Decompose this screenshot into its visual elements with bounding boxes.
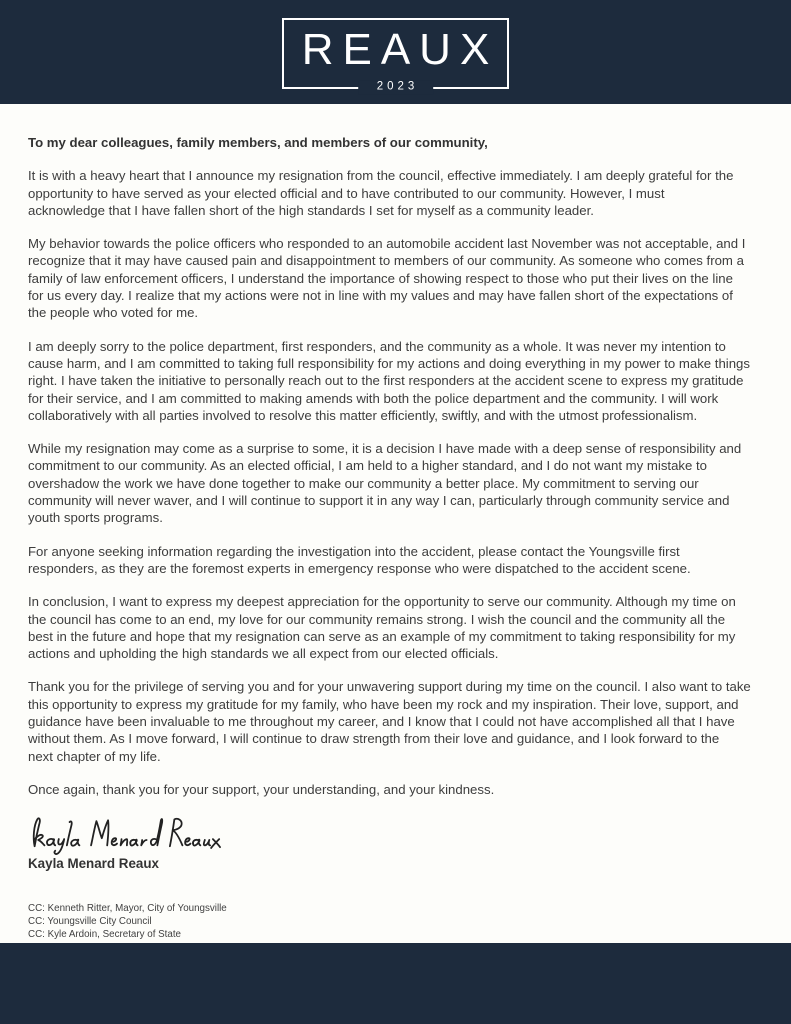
cc-line: CC: Kyle Ardoin, Secretary of State (28, 928, 182, 940)
text-line: youth sports programs. (28, 510, 163, 526)
text-line: the people who voted for me. (28, 305, 199, 321)
handwritten-signature (28, 814, 224, 857)
text-line: While my resignation may come as a surprise to some, it is a decision I have made with a deep sense of responsibility and (28, 441, 742, 457)
cc-line: CC: Youngsville City Council (28, 915, 152, 927)
paragraph (28, 543, 763, 578)
cc-block (28, 902, 763, 941)
text-line: community will never waver, and I will continue to support it in any way I can, particularly through community service and (28, 493, 730, 509)
text-line: For anyone seeking information regarding the investigation into the accident, please contact the Youngsville first (28, 543, 680, 559)
text-line: My behavior towards the police officers who responded to an automobile accident last November was not acceptable, and I (28, 236, 746, 252)
signature-block (28, 814, 763, 872)
text-line: responders, as they are the foremost experts in emergency response who were dispatched to the accident scene. (28, 560, 691, 576)
text-line: the council has come to an end, my love for our community remains strong. I wish the council and the community all the (28, 611, 726, 627)
text-line: Thank you for the privilege of serving you and for your unwavering support during my time on the council. I also want to take (28, 679, 751, 695)
letter-body (0, 104, 791, 941)
text-line: right. I have taken the initiative to personally reach out to the first responders at the accident scene to express my gratitude (28, 373, 744, 389)
text-line: Once again, thank you for your support, your understanding, and your kindness. (28, 781, 495, 797)
letterhead (0, 0, 791, 104)
text-line: next chapter of my life. (28, 748, 161, 764)
typed-name: Kayla Menard Reaux (28, 856, 159, 872)
text-line: collaboratively with all parties involved to resolve this matter efficiently, swiftly, and with the utmost professionalism. (28, 407, 698, 423)
text-line: this opportunity to express my gratitude for my family, who have been my rock and my inspiration. Their love, support, and (28, 696, 739, 712)
logo-brand-text: REAUX (301, 25, 499, 74)
reaux-logo (282, 18, 509, 93)
text-line: for us every day. I realize that my actions were not in line with my values and may have fallen short of the expectations of (28, 288, 733, 304)
text-line: family of law enforcement officers, I understand the importance of showing respect to those who put their lives on the line (28, 270, 733, 286)
text-line: In conclusion, I want to express my deepest appreciation for the opportunity to serve our community. Although my time on (28, 594, 736, 610)
paragraph (28, 338, 763, 424)
text-line: best in the future and hope that my resignation can serve as an example of my commitment to taking responsibility for my (28, 628, 736, 644)
paragraph (28, 235, 763, 321)
text-line: I am deeply sorry to the police department, first responders, and the community as a whole. It was never my intention to (28, 338, 726, 354)
cc-line: CC: Kenneth Ritter, Mayor, City of Youngsville (28, 902, 227, 914)
text-line: overshadow the work we have done together to make our community a better place. My commitment to serving our (28, 475, 699, 491)
text-line: acknowledge that I have fallen short of the high standards I set for myself as a community leader. (28, 202, 594, 218)
text-line: guidance have been invaluable to me throughout my career, and I know that I could not have accomplished all that I have (28, 714, 735, 730)
text-line: cause harm, and I am committed to taking full responsibility for my actions and doing everything in my power to make things (28, 355, 750, 371)
text-line: without them. As I move forward, I will continue to draw strength from their love and guidance, and I look forward to the (28, 731, 720, 747)
paragraph (28, 678, 763, 764)
paragraph (28, 781, 763, 798)
letter-paragraphs (28, 167, 763, 798)
text-line: actions and upholding the high standards we all expect from our elected officials. (28, 646, 499, 662)
paragraph (28, 167, 763, 219)
salutation: To my dear colleagues, family members, and members of our community, (28, 135, 488, 150)
text-line: opportunity to have served as your elected official and to have contributed to our community. However, I must (28, 185, 665, 201)
paragraph (28, 593, 763, 662)
paragraph (28, 440, 763, 526)
text-line: commitment to our community. As an elected official, I am held to a higher standard, and I do not want my mistake to (28, 458, 707, 474)
footer-bar (0, 943, 791, 1024)
text-line: for their service, and I am committed to making amends with both the police department and the community. I will work (28, 390, 719, 406)
logo-year-text: 2023 (358, 80, 434, 94)
text-line: It is with a heavy heart that I announce my resignation from the council, effective immediately. I am deeply grateful for the (28, 168, 734, 184)
text-line: recognize that it may have caused pain and disappointment to members of our community. As someone who comes from a (28, 253, 744, 269)
